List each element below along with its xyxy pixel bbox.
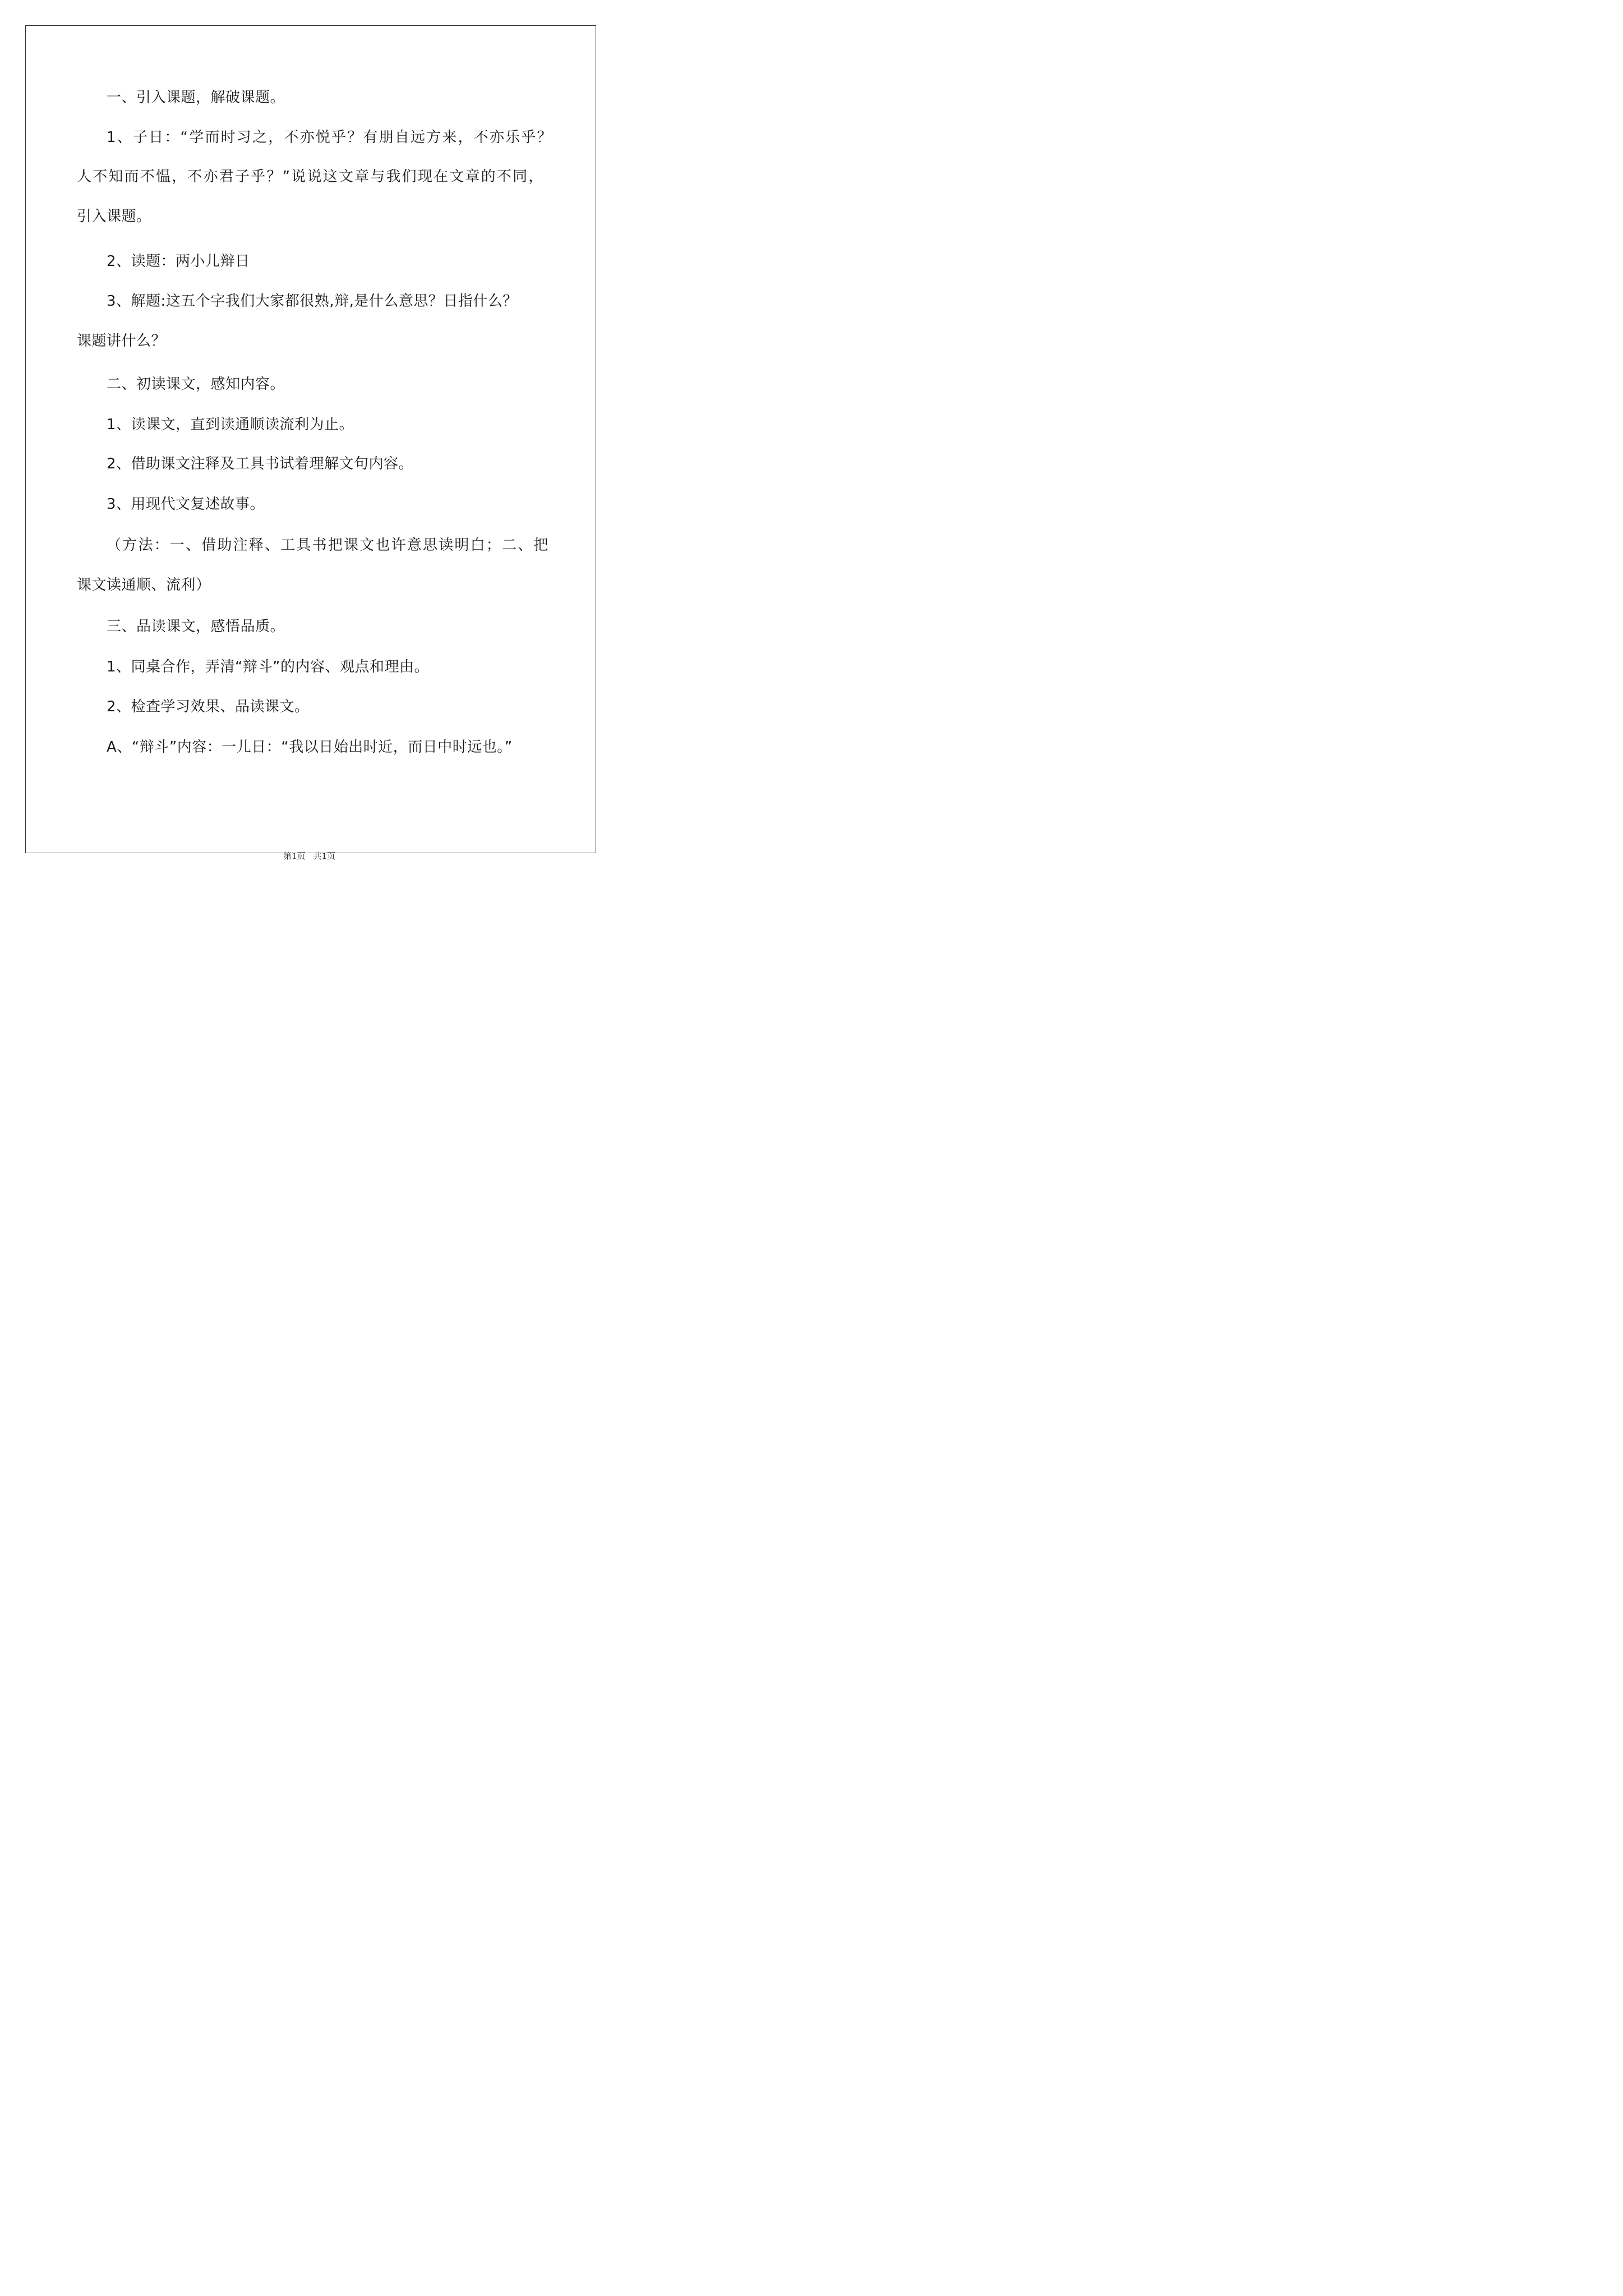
- section-heading-1: 一、引入课题，解破课题。: [107, 89, 285, 106]
- page-number-total: 共1页: [313, 851, 336, 861]
- paragraph-line: 人不知而不愠，不亦君子乎？”说说这文章与我们现在文章的不同，: [77, 168, 545, 185]
- paragraph-line: 2、检查学习效果、品读课文。: [107, 698, 310, 715]
- paragraph-line: 2、读题：两小儿辩日: [107, 253, 250, 270]
- paragraph-line: 1、子日：“学而时习之，不亦悦乎？有朋自远方来，不亦乐乎？: [107, 129, 553, 146]
- paragraph-line: 引入课题。: [77, 208, 151, 225]
- paragraph-line: A、“辩斗”内容：一儿日：“我以日始出时近，而日中时远也。”: [107, 739, 513, 756]
- page-border: [25, 25, 596, 853]
- paragraph-line: 3、解题:这五个字我们大家都很熟,辩,是什么意思？日指什么？: [107, 293, 518, 310]
- page-number-current: 第1页: [283, 851, 306, 861]
- page-footer: [0, 850, 619, 862]
- paragraph-line: 课文读通顺、流利）: [77, 577, 211, 593]
- paragraph-line: 1、读课文，直到读通顺读流利为止。: [107, 416, 354, 433]
- paragraph-line: 2、借助课文注释及工具书试着理解文句内容。: [107, 455, 414, 472]
- paragraph-line: （方法：一、借助注释、工具书把课文也许意思读明白；二、把: [107, 537, 550, 554]
- section-heading-3: 三、品读课文，感悟品质。: [107, 618, 285, 635]
- paragraph-line: 3、用现代文复述故事。: [107, 496, 265, 513]
- paragraph-line: 课题讲什么？: [77, 333, 167, 349]
- paragraph-line: 1、同桌合作，弄清“辩斗”的内容、观点和理由。: [107, 659, 429, 675]
- section-heading-2: 二、初读课文，感知内容。: [107, 376, 285, 393]
